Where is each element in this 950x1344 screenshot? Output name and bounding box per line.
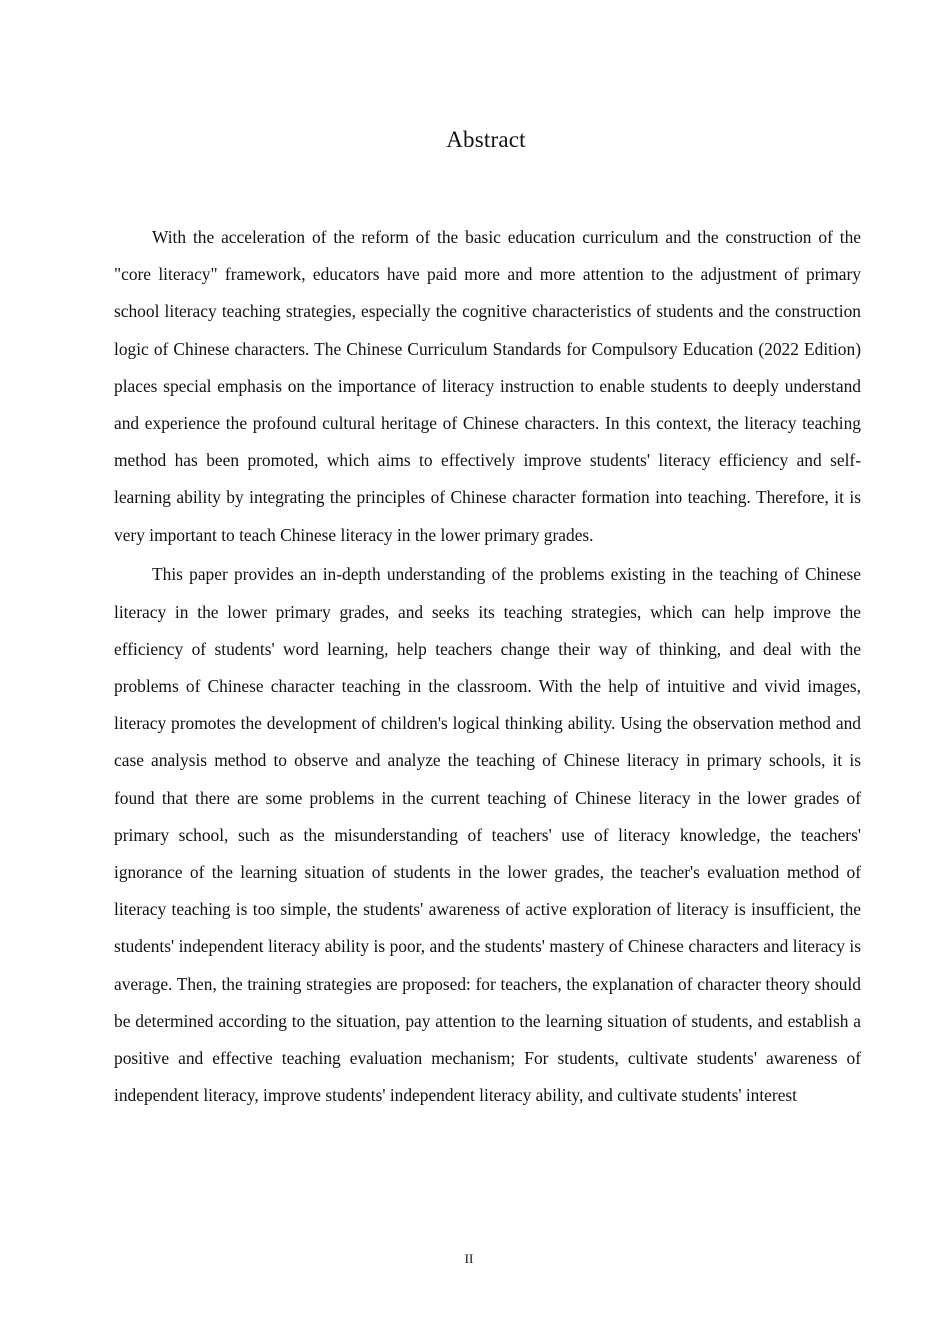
abstract-body [114, 219, 861, 1114]
abstract-paragraph-1: With the acceleration of the reform of the basic education curriculum and the construction of the "core literacy" framework, educators have paid more and more attention to the adjustment of primary school literacy teaching strategies, especially the cognitive characteristics of students and the construction logic of Chinese characters. The Chinese Curriculum Standards for Compulsory Education (2022 Edition) places special emphasis on the importance of literacy instruction to enable students to deeply understand and experience the profound cultural heritage of Chinese characters. In this context, the literacy teaching method has been promoted, which aims to effectively improve students' literacy efficiency and self-learning ability by integrating the principles of Chinese character formation into teaching. Therefore, it is very important to teach Chinese literacy in the lower primary grades. [114, 227, 861, 545]
page-title: Abstract [446, 127, 526, 152]
page-number: II [464, 1251, 474, 1266]
abstract-paragraph-2: This paper provides an in-depth understanding of the problems existing in the teaching of Chinese literacy in the lower primary grades, and seeks its teaching strategies, which can help improve the efficiency of students' word learning, help teachers change their way of thinking, and deal with the problems of Chinese character teaching in the classroom. With the help of intuitive and vivid images, literacy promotes the development of children's logical thinking ability. Using the observation method and case analysis method to observe and analyze the teaching of Chinese literacy in primary schools, it is found that there are some problems in the current teaching of Chinese literacy in the lower grades of primary school, such as the misunderstanding of teachers' use of literacy knowledge, the teachers' ignorance of the learning situation of students in the lower grades, the teacher's evaluation method of literacy teaching is too simple, the students' awareness of active exploration of literacy is insufficient, the students' independent literacy ability is poor, and the students' mastery of Chinese characters and literacy is average. Then, the training strategies are proposed: for teachers, the explanation of character theory should be determined according to the situation, pay attention to the learning situation of students, and establish a positive and effective teaching evaluation mechanism; For students, cultivate students' awareness of independent literacy, improve students' independent literacy ability, and cultivate students' interest [114, 564, 861, 1106]
